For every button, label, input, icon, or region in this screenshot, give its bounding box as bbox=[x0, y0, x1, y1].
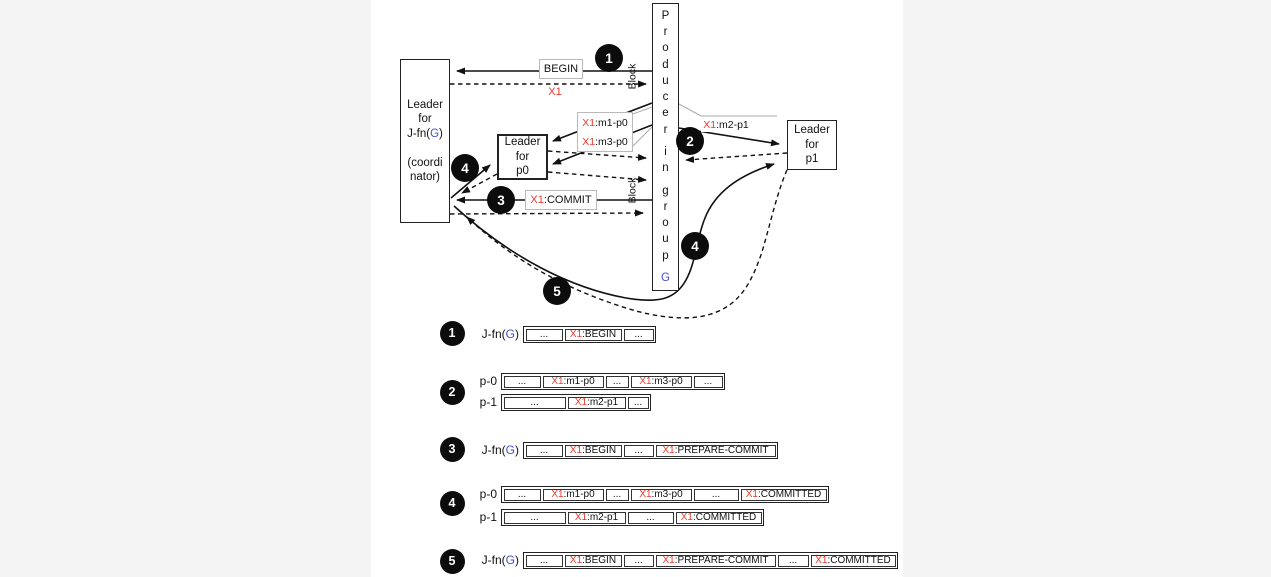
log-box-p-0 bbox=[501, 486, 829, 503]
node-label-line: for bbox=[805, 138, 819, 151]
vertical-text-letter: u bbox=[662, 74, 669, 87]
log-cell: X1 :PREPARE-COMMIT bbox=[656, 445, 776, 457]
step-badge-1: 1 bbox=[595, 44, 623, 72]
step-badge-5: 5 bbox=[543, 277, 571, 305]
log-cell: ... bbox=[606, 376, 629, 388]
arrow-commit-marker-p1-curve-solid bbox=[454, 164, 774, 300]
log-owner-label: J-fn(G) bbox=[481, 553, 519, 567]
log-cell: X1 :COMMITTED bbox=[676, 512, 762, 524]
log-cell: X1 :BEGIN bbox=[565, 329, 622, 341]
node-coordinator bbox=[400, 59, 450, 223]
vertical-text-letter: d bbox=[662, 58, 669, 71]
vertical-text-letter: u bbox=[662, 233, 669, 246]
vertical-text-letter: r bbox=[663, 26, 668, 39]
vertical-text-letter: P bbox=[661, 10, 670, 22]
log-cell: ... bbox=[624, 329, 654, 341]
log-owner-label: p-1 bbox=[479, 510, 497, 524]
vertical-text-letter: i bbox=[664, 145, 667, 158]
label-m2: X1 :m2-p1 bbox=[701, 118, 751, 132]
label-m3: X1:m3-p0 bbox=[582, 135, 628, 148]
callout-m2-line bbox=[679, 104, 777, 116]
log-cell: X1 :m3-p0 bbox=[631, 489, 692, 501]
node-producer bbox=[652, 3, 679, 291]
log-step-badge-1: 1 bbox=[440, 321, 465, 346]
log-box-J-fn(G) bbox=[523, 552, 898, 569]
log-box-J-fn(G) bbox=[523, 326, 656, 343]
vertical-text-letter: p bbox=[662, 249, 669, 262]
diagram-canvas bbox=[371, 0, 903, 577]
log-step-badge-5: 5 bbox=[440, 549, 465, 574]
log-cell: X1 :m3-p0 bbox=[631, 376, 692, 388]
vertical-text-letter: r bbox=[663, 123, 668, 136]
callout-m1-line bbox=[633, 107, 652, 114]
vertical-text-letter: o bbox=[662, 217, 669, 230]
log-cell: ... bbox=[504, 397, 566, 409]
log-cell: ... bbox=[526, 329, 563, 341]
step-badge-4: 4 bbox=[681, 232, 709, 260]
log-owner-label: p-1 bbox=[479, 395, 497, 409]
node-label-line: nator) bbox=[409, 171, 441, 183]
label-m1: X1:m1-p0 bbox=[582, 116, 628, 129]
node-label-line: (coordi bbox=[407, 156, 443, 169]
vertical-text-letter: n bbox=[662, 162, 669, 175]
log-box-p-1 bbox=[501, 394, 651, 411]
log-step-badge-4: 4 bbox=[440, 491, 465, 516]
p1-label bbox=[794, 123, 830, 167]
log-cell: X1 :COMMITTED bbox=[811, 555, 896, 567]
label-box-m1-m3 bbox=[577, 112, 633, 152]
log-cell: X1 :COMMITTED bbox=[741, 489, 827, 501]
node-label-line: Leader bbox=[407, 98, 443, 111]
vertical-text-letter: G bbox=[661, 271, 670, 284]
log-cell: ... bbox=[628, 397, 649, 409]
log-cell: ... bbox=[694, 489, 739, 501]
label-commit: X1 :COMMIT bbox=[525, 190, 597, 210]
vertical-text-letter: c bbox=[662, 91, 669, 104]
log-cell: ... bbox=[624, 555, 654, 567]
log-cell: X1 :BEGIN bbox=[565, 555, 622, 567]
log-box-J-fn(G) bbox=[523, 442, 778, 459]
log-cell: ... bbox=[504, 489, 541, 501]
callout-m3-line bbox=[633, 127, 652, 146]
label-begin: BEGIN bbox=[539, 59, 583, 79]
vertical-text-letter: o bbox=[662, 42, 669, 55]
step-badge-3: 3 bbox=[487, 186, 515, 214]
node-label-line: for bbox=[418, 113, 432, 125]
log-cell: ... bbox=[526, 445, 563, 457]
node-label-line: p1 bbox=[805, 153, 819, 166]
log-box-p-1 bbox=[501, 509, 764, 526]
log-step-badge-2: 2 bbox=[440, 380, 465, 405]
arrow-m1-ack-dashed bbox=[548, 151, 646, 158]
log-cell: X1 :m1-p0 bbox=[543, 489, 604, 501]
log-cell: ... bbox=[606, 489, 629, 501]
label-block-bottom: Block bbox=[626, 177, 639, 204]
vertical-text-letter: e bbox=[662, 107, 669, 120]
node-label-line: Leader bbox=[504, 136, 541, 149]
log-box-p-0 bbox=[501, 373, 725, 390]
node-label-line: J-fn(G) bbox=[407, 127, 443, 140]
node-leader-p1 bbox=[787, 120, 837, 170]
log-cell: ... bbox=[526, 555, 563, 567]
log-owner-label: p-0 bbox=[479, 374, 497, 388]
log-cell: X1 :m2-p1 bbox=[568, 512, 626, 524]
log-owner-label: J-fn(G) bbox=[481, 327, 519, 341]
log-cell: X1 :PREPARE-COMMIT bbox=[656, 555, 776, 567]
log-cell: X1 :BEGIN bbox=[565, 445, 622, 457]
log-owner-label: p-0 bbox=[479, 487, 497, 501]
label-x1: X1 bbox=[541, 85, 569, 98]
log-cell: ... bbox=[778, 555, 809, 567]
p0-label bbox=[505, 135, 541, 179]
label-block-top: Block bbox=[626, 63, 639, 90]
node-label-line: for bbox=[515, 150, 530, 163]
log-cell: ... bbox=[628, 512, 674, 524]
log-step-badge-3: 3 bbox=[440, 437, 465, 462]
coordinator-label bbox=[407, 98, 443, 185]
vertical-text-letter: g bbox=[662, 184, 669, 197]
log-cell: ... bbox=[624, 445, 654, 457]
step-badge-2: 2 bbox=[676, 127, 704, 155]
log-cell: ... bbox=[504, 376, 541, 388]
node-label-line: Leader bbox=[794, 124, 830, 137]
arrow-commit-ack-dashed bbox=[450, 213, 643, 214]
node-label-line: p0 bbox=[516, 165, 529, 178]
vertical-text-letter: r bbox=[663, 200, 668, 213]
step-badge-4: 4 bbox=[451, 154, 479, 182]
log-cell: X1 :m1-p0 bbox=[543, 376, 604, 388]
node-leader-p0 bbox=[497, 134, 548, 180]
log-owner-label: J-fn(G) bbox=[481, 443, 519, 457]
log-cell: ... bbox=[694, 376, 723, 388]
log-cell: X1 :m2-p1 bbox=[568, 397, 626, 409]
log-cell: ... bbox=[504, 512, 566, 524]
arrow-m2-ack-dashed bbox=[686, 153, 787, 160]
node-label-line bbox=[407, 141, 443, 156]
